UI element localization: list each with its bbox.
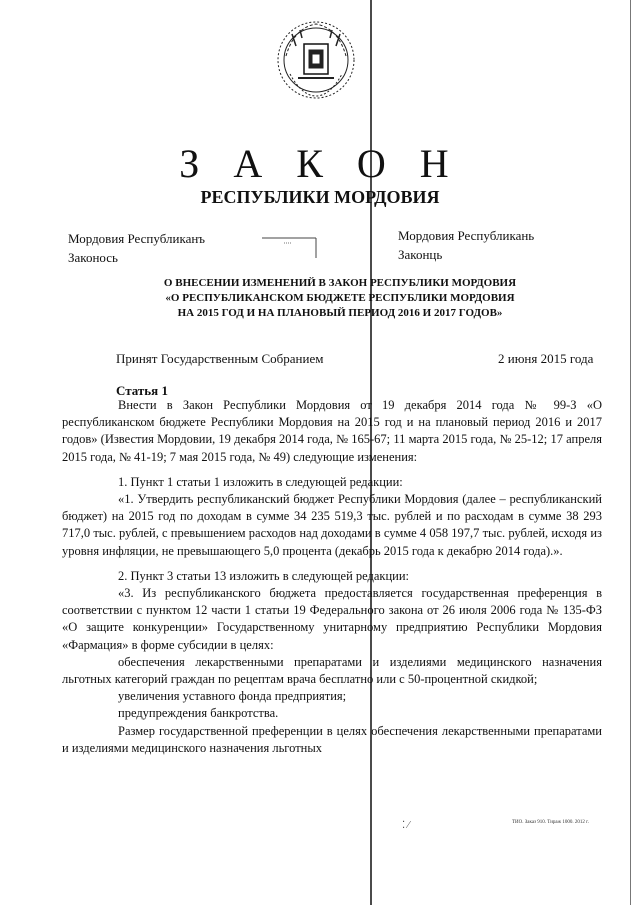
paragraph: обеспечения лекарственными препаратами и изделиями медицинского назначения льготных категорий граждан по рецептам врача бесплатно или с 50-процентной скидкой; xyxy=(62,654,602,687)
paragraph: «1. Утвердить республиканский бюджет Республики Мордовия (далее – республиканский бюджет) на 2015 год по доходам в сумме 34 235 519,3 тыс. рублей и по расходам в сумме 38 293 717,0 тыс. рублей, с превышением расходов над доходами в сумме 4 058 197,7 тыс. рублей, исходя из уровня инфляции, не превышающего 5,0 процента (декабрь 2015 года к декабрю 2014 года).». xyxy=(62,492,602,558)
law-subtitle: РЕСПУБЛИКИ МОРДОВИЯ xyxy=(200,187,440,207)
subject-line: «О РЕСПУБЛИКАНСКОМ БЮДЖЕТЕ РЕСПУБЛИКИ МОРДОВИЯ xyxy=(165,292,515,304)
heading-right-language xyxy=(398,226,534,264)
subject-line: О ВНЕСЕНИИ ИЗМЕНЕНИЙ В ЗАКОН РЕСПУБЛИКИ МОРДОВИЯ xyxy=(163,277,517,289)
paragraph: Размер государственной преференции в целях обеспечения лекарственными препаратами и изделиями медицинского назначения льготных xyxy=(62,723,602,755)
heading-left-line: Мордовия Республиканъ xyxy=(68,231,206,246)
heading-left-line: Законось xyxy=(68,250,118,265)
law-subject xyxy=(80,276,600,321)
paragraph: 2. Пункт 3 статьи 13 изложить в следующей редакции: xyxy=(118,568,410,583)
heading-right-line: Законць xyxy=(398,247,443,262)
heading-right-line: Мордовия Республикань xyxy=(398,228,535,243)
print-info: ТИО. Заказ 910. Тираж 1000. 2012 г. xyxy=(512,820,589,825)
article-title: Статья 1 xyxy=(116,383,168,398)
heading-left-language xyxy=(68,229,205,267)
accepted-date: 2 июня 2015 года xyxy=(498,351,594,366)
law-title: З А К О Н xyxy=(179,141,461,186)
article-body xyxy=(62,397,602,757)
registration-mark xyxy=(258,234,320,260)
subject-line: НА 2015 ГОД И НА ПЛАНОВЫЙ ПЕРИОД 2016 И 2017 ГОДОВ» xyxy=(177,307,503,319)
paragraph: увеличения уставного фонда предприятия; xyxy=(118,689,347,704)
scan-smudge: ⁚ ⁄ xyxy=(402,820,410,831)
paragraph: «3. Из республиканского бюджета предоставляется государственная преференция в соответствии с пунктом 12 части 1 статьи 19 Федерального закона от 26 июля 2006 года № 135-ФЗ «О защите конкуренции» Государственному унитарному предприятию Республики Мордовия «Фармация» в форме субсидии в целях: xyxy=(62,586,602,652)
paragraph: 1. Пункт 1 статьи 1 изложить в следующей редакции: xyxy=(118,474,403,489)
accepted-by: Принят Государственным Собранием xyxy=(116,351,324,366)
coat-of-arms-emblem xyxy=(272,16,360,102)
paragraph: Внести в Закон Республики Мордовия от 19 декабря 2014 года № 99-З «О республиканском бюджете Республики Мордовия на 2015 год и на плановый период 2016 и 2017 годов» (Известия Мордовии, 19 декабря 2014 года, № 165-67; 11 марта 2015 года, № 25-12; 17 апреля 2015 года, № 41-19; 7 мая 2015 года, № 49) следующие изменения: xyxy=(62,398,602,464)
scan-page-edge xyxy=(630,0,631,905)
paragraph: предупреждения банкротства. xyxy=(118,706,279,721)
